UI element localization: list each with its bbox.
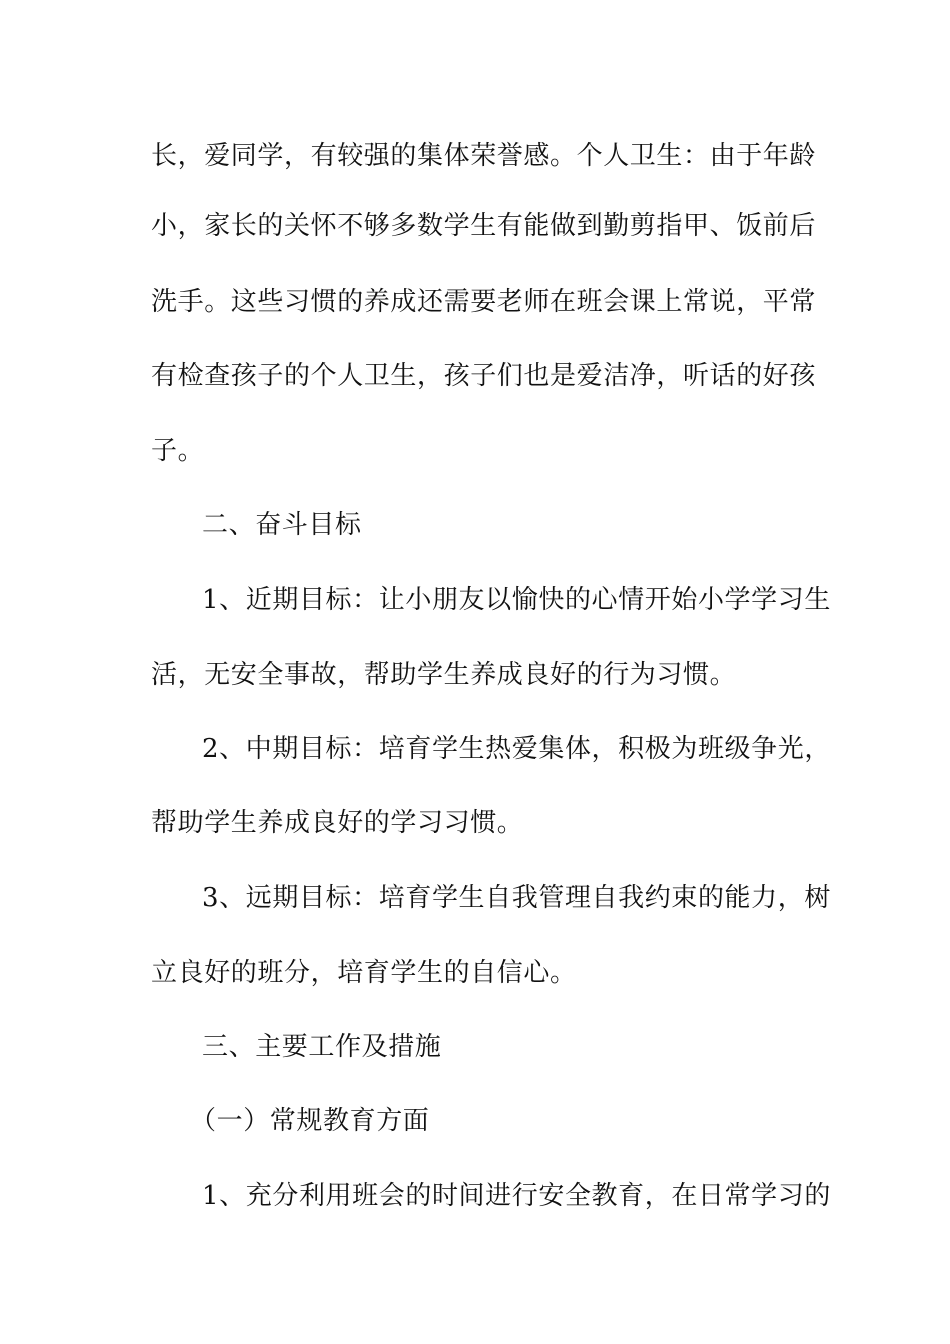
paragraph-line: 活，无安全事故，帮助学生养成良好的行为习惯。 [151, 660, 737, 690]
paragraph-line: 子。 [151, 436, 205, 466]
paragraph-line: 2、中期目标：培育学生热爱集体，积极为班级争光， [202, 734, 831, 764]
paragraph-line: 长，爱同学，有较强的集体荣誉感。个人卫生：由于年龄 [151, 141, 817, 171]
paragraph-line: 小，家长的关怀不够多数学生有能做到勤剪指甲、饭前后 [151, 211, 817, 241]
paragraph-line: 3、远期目标：培育学生自我管理自我约束的能力，树 [202, 883, 831, 913]
subsection-heading: （一）常规教育方面 [190, 1106, 430, 1136]
paragraph-line: 1、充分利用班会的时间进行安全教育，在日常学习的 [202, 1181, 831, 1211]
paragraph-line: 1、近期目标：让小朋友以愉快的心情开始小学学习生 [202, 585, 831, 615]
paragraph-line: 洗手。这些习惯的养成还需要老师在班会课上常说，平常 [151, 287, 817, 317]
paragraph-line: 立良好的班分，培育学生的自信心。 [151, 958, 577, 988]
section-heading: 二、奋斗目标 [202, 510, 362, 540]
paragraph-line: 帮助学生养成良好的学习习惯。 [151, 808, 524, 838]
paragraph-line: 有检查孩子的个人卫生，孩子们也是爱洁净，听话的好孩 [151, 361, 817, 391]
section-heading: 三、主要工作及措施 [202, 1032, 442, 1062]
